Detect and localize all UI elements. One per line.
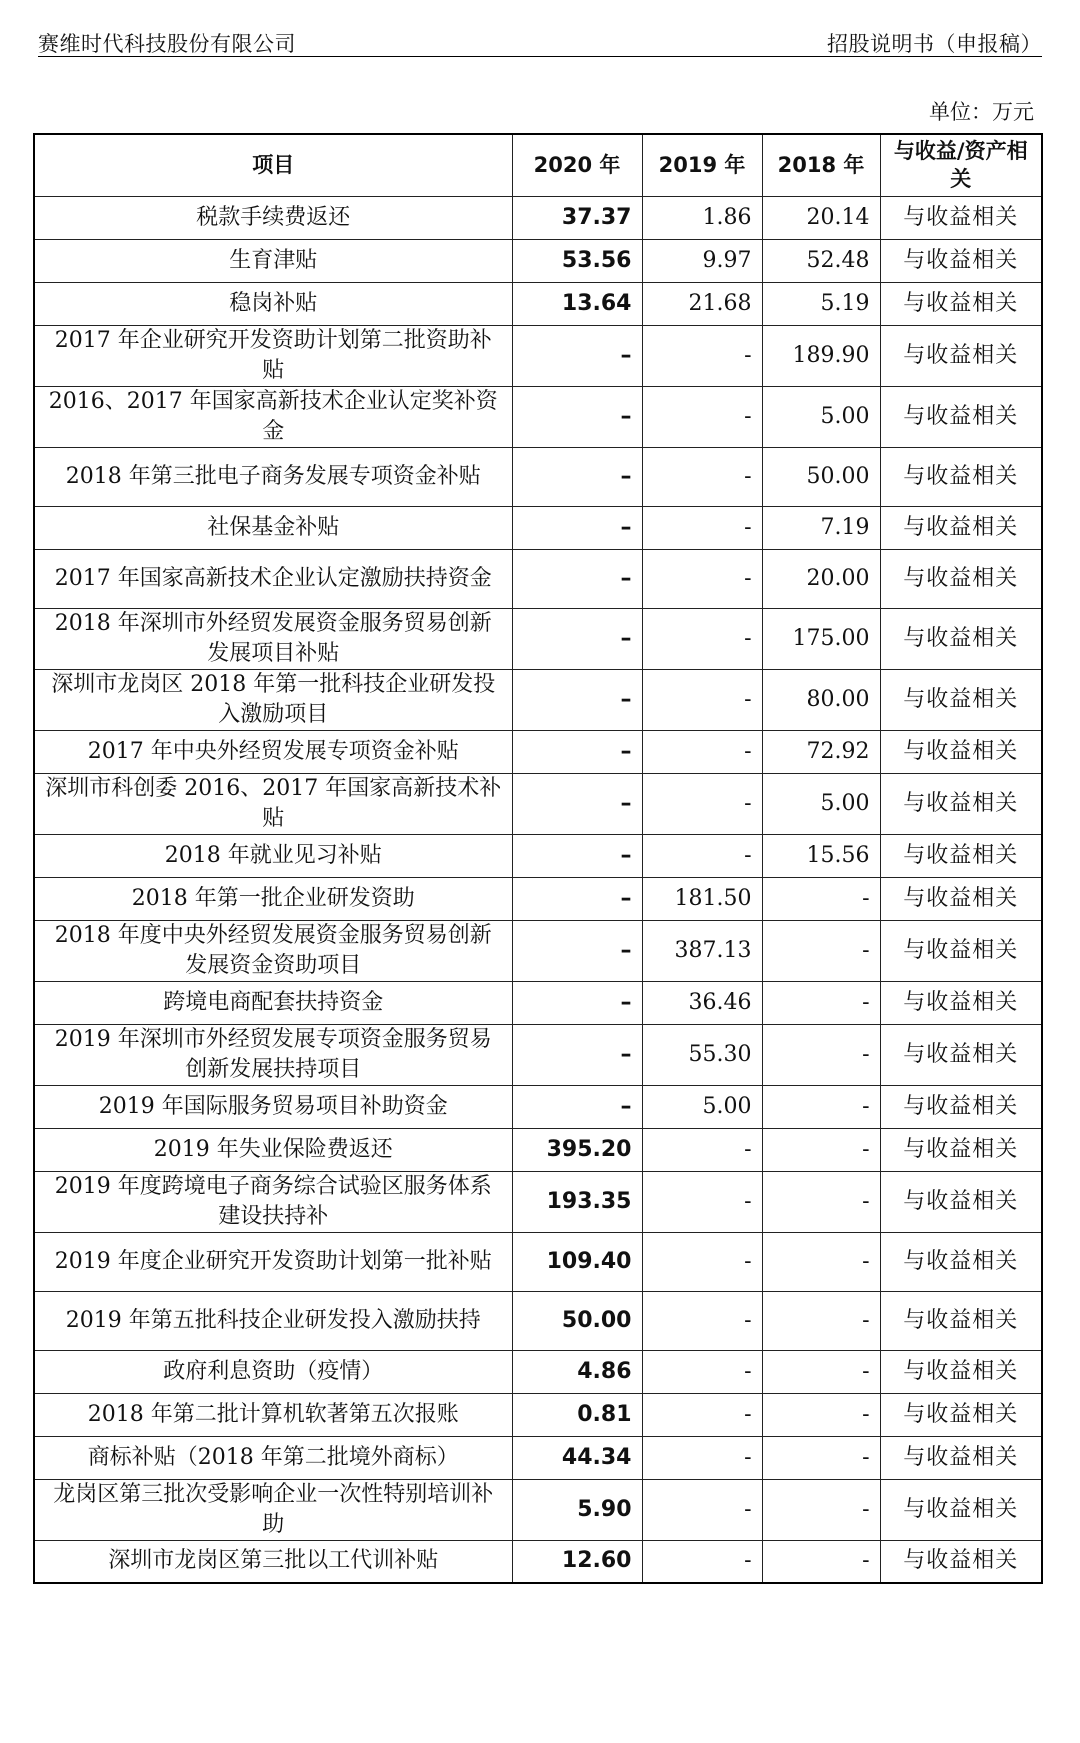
row-item-name: 2019 年深圳市外经贸发展专项资金服务贸易创新发展扶持项目	[34, 1024, 512, 1085]
row-value-2020: 4.86	[512, 1350, 642, 1393]
table-row	[34, 1479, 1042, 1540]
row-value-2018: -	[762, 920, 880, 981]
row-value-2019: -	[642, 1393, 762, 1436]
table-row	[34, 834, 1042, 877]
table-row	[34, 506, 1042, 549]
row-value-2020: 12.60	[512, 1540, 642, 1583]
row-value-2018: 5.19	[762, 282, 880, 325]
row-value-2019: -	[642, 1232, 762, 1291]
table-row	[34, 1291, 1042, 1350]
row-item-name: 2018 年第二批计算机软著第五次报账	[34, 1393, 512, 1436]
row-value-2020: –	[512, 773, 642, 834]
row-item-name: 生育津贴	[34, 239, 512, 282]
row-value-2018: -	[762, 981, 880, 1024]
row-value-2020: –	[512, 1085, 642, 1128]
row-item-name: 税款手续费返还	[34, 196, 512, 239]
table-body	[34, 196, 1042, 1583]
row-value-2020: 37.37	[512, 196, 642, 239]
row-value-2020: 13.64	[512, 282, 642, 325]
row-item-name: 2018 年就业见习补贴	[34, 834, 512, 877]
row-value-2019: -	[642, 1291, 762, 1350]
row-item-name: 2018 年第三批电子商务发展专项资金补贴	[34, 447, 512, 506]
row-value-2018: -	[762, 1232, 880, 1291]
table-row	[34, 920, 1042, 981]
subsidy-table	[33, 133, 1043, 1584]
row-relation: 与收益相关	[880, 1479, 1042, 1540]
row-value-2019: 9.97	[642, 239, 762, 282]
row-value-2018: 52.48	[762, 239, 880, 282]
table-row	[34, 608, 1042, 669]
row-value-2020: 44.34	[512, 1436, 642, 1479]
row-relation: 与收益相关	[880, 1350, 1042, 1393]
unit-label: 单位：万元	[929, 100, 1034, 124]
row-item-name: 2017 年企业研究开发资助计划第二批资助补贴	[34, 325, 512, 386]
table-row	[34, 1171, 1042, 1232]
row-item-name: 龙岗区第三批次受影响企业一次性特别培训补助	[34, 1479, 512, 1540]
row-item-name: 2019 年失业保险费返还	[34, 1128, 512, 1171]
row-value-2020: 5.90	[512, 1479, 642, 1540]
column-header-relation: 与收益/资产相关	[880, 134, 1042, 196]
row-value-2019: 36.46	[642, 981, 762, 1024]
row-relation: 与收益相关	[880, 608, 1042, 669]
row-value-2018: -	[762, 1436, 880, 1479]
row-value-2018: 7.19	[762, 506, 880, 549]
table-row	[34, 239, 1042, 282]
row-value-2018: -	[762, 1540, 880, 1583]
row-value-2019: -	[642, 669, 762, 730]
row-value-2020: –	[512, 506, 642, 549]
table-row	[34, 1128, 1042, 1171]
row-value-2018: -	[762, 1350, 880, 1393]
row-value-2019: -	[642, 773, 762, 834]
row-value-2018: -	[762, 877, 880, 920]
table-row	[34, 1436, 1042, 1479]
row-value-2018: -	[762, 1479, 880, 1540]
table-row	[34, 669, 1042, 730]
row-value-2019: 21.68	[642, 282, 762, 325]
table-header-row	[34, 134, 1042, 196]
table-row	[34, 773, 1042, 834]
row-item-name: 深圳市科创委 2016、2017 年国家高新技术补贴	[34, 773, 512, 834]
row-relation: 与收益相关	[880, 549, 1042, 608]
row-relation: 与收益相关	[880, 506, 1042, 549]
document-title: 招股说明书（申报稿）	[827, 32, 1042, 56]
table-row	[34, 282, 1042, 325]
row-relation: 与收益相关	[880, 1128, 1042, 1171]
row-value-2019: 387.13	[642, 920, 762, 981]
row-item-name: 2017 年中央外经贸发展专项资金补贴	[34, 730, 512, 773]
row-value-2020: 53.56	[512, 239, 642, 282]
table-row	[34, 196, 1042, 239]
row-value-2018: -	[762, 1171, 880, 1232]
row-item-name: 政府利息资助（疫情）	[34, 1350, 512, 1393]
row-relation: 与收益相关	[880, 1540, 1042, 1583]
row-value-2020: –	[512, 608, 642, 669]
company-name: 赛维时代科技股份有限公司	[38, 32, 296, 56]
row-value-2019: -	[642, 1540, 762, 1583]
table-row	[34, 730, 1042, 773]
row-relation: 与收益相关	[880, 239, 1042, 282]
row-value-2020: 50.00	[512, 1291, 642, 1350]
column-header-2019: 2019 年	[642, 134, 762, 196]
row-value-2018: -	[762, 1291, 880, 1350]
row-relation: 与收益相关	[880, 325, 1042, 386]
row-relation: 与收益相关	[880, 1171, 1042, 1232]
row-value-2019: -	[642, 549, 762, 608]
row-item-name: 2018 年度中央外经贸发展资金服务贸易创新发展资金资助项目	[34, 920, 512, 981]
row-value-2019: -	[642, 386, 762, 447]
table-row	[34, 1085, 1042, 1128]
row-value-2019: 5.00	[642, 1085, 762, 1128]
row-item-name: 2017 年国家高新技术企业认定激励扶持资金	[34, 549, 512, 608]
row-value-2018: 72.92	[762, 730, 880, 773]
table-row	[34, 1350, 1042, 1393]
row-relation: 与收益相关	[880, 1291, 1042, 1350]
row-value-2019: -	[642, 1436, 762, 1479]
table-row	[34, 447, 1042, 506]
page-header	[38, 22, 1042, 57]
row-value-2019: -	[642, 834, 762, 877]
table-row	[34, 1024, 1042, 1085]
row-item-name: 社保基金补贴	[34, 506, 512, 549]
row-value-2020: –	[512, 834, 642, 877]
row-value-2018: 20.00	[762, 549, 880, 608]
row-relation: 与收益相关	[880, 1024, 1042, 1085]
row-value-2020: –	[512, 920, 642, 981]
table-row	[34, 325, 1042, 386]
row-value-2019: -	[642, 1128, 762, 1171]
column-header-2020: 2020 年	[512, 134, 642, 196]
row-item-name: 商标补贴（2018 年第二批境外商标）	[34, 1436, 512, 1479]
row-relation: 与收益相关	[880, 730, 1042, 773]
row-item-name: 2019 年第五批科技企业研发投入激励扶持	[34, 1291, 512, 1350]
row-relation: 与收益相关	[880, 282, 1042, 325]
row-value-2018: 15.56	[762, 834, 880, 877]
row-value-2020: –	[512, 1024, 642, 1085]
row-value-2019: -	[642, 730, 762, 773]
row-value-2020: 109.40	[512, 1232, 642, 1291]
row-value-2020: 0.81	[512, 1393, 642, 1436]
row-value-2018: -	[762, 1085, 880, 1128]
row-value-2020: 395.20	[512, 1128, 642, 1171]
row-relation: 与收益相关	[880, 981, 1042, 1024]
row-relation: 与收益相关	[880, 834, 1042, 877]
row-value-2020: –	[512, 549, 642, 608]
row-value-2020: –	[512, 386, 642, 447]
row-value-2020: 193.35	[512, 1171, 642, 1232]
table-row	[34, 877, 1042, 920]
column-header-2018: 2018 年	[762, 134, 880, 196]
row-value-2020: –	[512, 447, 642, 506]
row-value-2019: -	[642, 1171, 762, 1232]
row-item-name: 2018 年深圳市外经贸发展资金服务贸易创新发展项目补贴	[34, 608, 512, 669]
row-value-2018: -	[762, 1128, 880, 1171]
row-value-2020: –	[512, 981, 642, 1024]
row-value-2018: 80.00	[762, 669, 880, 730]
row-item-name: 稳岗补贴	[34, 282, 512, 325]
row-relation: 与收益相关	[880, 920, 1042, 981]
row-value-2018: 175.00	[762, 608, 880, 669]
row-value-2018: 189.90	[762, 325, 880, 386]
table-row	[34, 386, 1042, 447]
row-relation: 与收益相关	[880, 669, 1042, 730]
row-relation: 与收益相关	[880, 1232, 1042, 1291]
row-item-name: 深圳市龙岗区 2018 年第一批科技企业研发投入激励项目	[34, 669, 512, 730]
row-relation: 与收益相关	[880, 1085, 1042, 1128]
row-value-2019: -	[642, 447, 762, 506]
table-row	[34, 1540, 1042, 1583]
table-row	[34, 1393, 1042, 1436]
row-value-2020: –	[512, 669, 642, 730]
row-relation: 与收益相关	[880, 877, 1042, 920]
row-value-2019: -	[642, 1350, 762, 1393]
row-item-name: 2019 年度跨境电子商务综合试验区服务体系建设扶持补	[34, 1171, 512, 1232]
row-value-2018: -	[762, 1393, 880, 1436]
row-value-2019: -	[642, 325, 762, 386]
row-value-2018: 20.14	[762, 196, 880, 239]
row-relation: 与收益相关	[880, 773, 1042, 834]
row-item-name: 2019 年国际服务贸易项目补助资金	[34, 1085, 512, 1128]
row-value-2020: –	[512, 877, 642, 920]
table-row	[34, 981, 1042, 1024]
row-value-2018: 5.00	[762, 386, 880, 447]
row-relation: 与收益相关	[880, 386, 1042, 447]
table-row	[34, 1232, 1042, 1291]
row-value-2019: -	[642, 1479, 762, 1540]
row-item-name: 2016、2017 年国家高新技术企业认定奖补资金	[34, 386, 512, 447]
row-value-2019: 1.86	[642, 196, 762, 239]
row-item-name: 跨境电商配套扶持资金	[34, 981, 512, 1024]
row-value-2019: 55.30	[642, 1024, 762, 1085]
row-relation: 与收益相关	[880, 447, 1042, 506]
row-value-2019: 181.50	[642, 877, 762, 920]
row-item-name: 2018 年第一批企业研发资助	[34, 877, 512, 920]
row-value-2018: 5.00	[762, 773, 880, 834]
row-value-2019: -	[642, 608, 762, 669]
row-item-name: 2019 年度企业研究开发资助计划第一批补贴	[34, 1232, 512, 1291]
row-value-2018: 50.00	[762, 447, 880, 506]
row-value-2018: -	[762, 1024, 880, 1085]
row-item-name: 深圳市龙岗区第三批以工代训补贴	[34, 1540, 512, 1583]
row-relation: 与收益相关	[880, 196, 1042, 239]
row-relation: 与收益相关	[880, 1436, 1042, 1479]
row-value-2019: -	[642, 506, 762, 549]
row-value-2020: –	[512, 730, 642, 773]
table-row	[34, 549, 1042, 608]
column-header-item: 项目	[34, 134, 512, 196]
row-relation: 与收益相关	[880, 1393, 1042, 1436]
row-value-2020: –	[512, 325, 642, 386]
